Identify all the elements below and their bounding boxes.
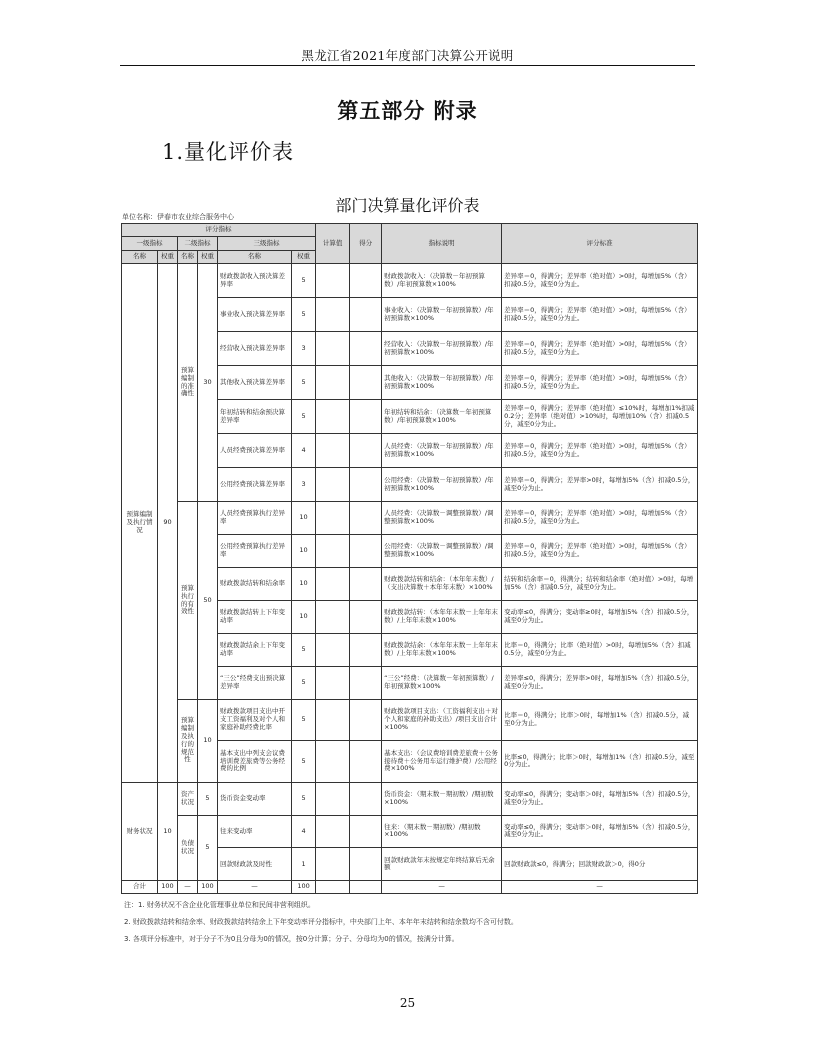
indicator-name: 公用经费预决算差异率 (218, 468, 292, 502)
indicator-weight: 5 (292, 667, 316, 700)
level2-weight: 5 (198, 782, 218, 815)
score-cell (350, 568, 382, 601)
calc-value-cell (316, 601, 350, 634)
table-row (122, 502, 698, 535)
indicator-weight: 5 (292, 741, 316, 782)
header-level2: 二级指标 (178, 237, 218, 250)
header-calc-value: 计算值 (316, 224, 350, 264)
header-score: 得分 (350, 224, 382, 264)
note-item: 注：1. 财务状况不含企业化管理事业单位和民间非营利组织。 (124, 901, 315, 909)
indicator-name: 事业收入预决算差异率 (218, 298, 292, 332)
indicator-name: 人员经费预算执行差异率 (218, 502, 292, 535)
header-level1: 一级指标 (122, 237, 178, 250)
indicator-desc: 财政拨款结转：（本年年末数－上年年末数）/上年年末数×100% (382, 601, 502, 634)
indicator-desc: 人员经费：（决算数－年初预算数）/年初预算数×100% (382, 434, 502, 468)
indicator-weight: 5 (292, 264, 316, 298)
header-l1-name: 名称 (122, 250, 158, 263)
calc-value-cell (316, 434, 350, 468)
level2-name: 资产状况 (178, 782, 198, 815)
indicator-desc: 财政拨款项目支出：（工资福利支出＋对个人和家庭的补助支出）/项目支出合计×100% (382, 700, 502, 741)
indicator-criteria: 比率≤0，得满分；比率＞0时，每增加1%（含）扣减0.5分，减至0分为止。 (502, 741, 698, 782)
running-header: 黑龙江省2021年度部门决算公开说明 (301, 48, 514, 63)
calc-value-cell (316, 815, 350, 848)
indicator-weight: 3 (292, 468, 316, 502)
indicator-desc: 回款财政款年末按规定年终结算后无余额 (382, 848, 502, 881)
indicator-weight: 5 (292, 366, 316, 400)
indicator-desc: 年初结转和结余：（决算数－年初预算数）/年初预算数×100% (382, 400, 502, 434)
indicator-criteria: 差异率＝0，得满分；差异率（绝对值）>0时，每增加5%（含）扣减0.5分，减至0分为止。 (502, 535, 698, 568)
indicator-name: 财政拨款结转和结余率 (218, 568, 292, 601)
table-notes (124, 900, 694, 951)
level1-weight: 90 (158, 264, 178, 782)
total-calc-empty (316, 881, 350, 894)
calc-value-cell (316, 700, 350, 741)
indicator-name: 公用经费预算执行差异率 (218, 535, 292, 568)
indicator-criteria: 变动率≤0，得满分；变动率≥0时，每增加5%（含）扣减0.5分，减至0分为止。 (502, 601, 698, 634)
indicator-criteria: 比率＝0，得满分；比率＞0时，每增加1%（含）扣减0.5分，减至0分为止。 (502, 700, 698, 741)
indicator-criteria: 差异率＝0，得满分；差异率（绝对值）>0时，每增加5%（含）扣减0.5分，减至0分为止。 (502, 434, 698, 468)
total-l2-weight: 100 (198, 881, 218, 894)
score-cell (350, 264, 382, 298)
calc-value-cell (316, 264, 350, 298)
indicator-criteria: 结转和结余率＝0，得满分；结转和结余率（绝对值）>0时，每增加5%（含）扣减0.5分，减至0分为止。 (502, 568, 698, 601)
header-rule (120, 65, 695, 66)
indicator-name: 基本支出中列支会议费培训费差旅费等公务经费的比例 (218, 741, 292, 782)
indicator-name: 货币资金变动率 (218, 782, 292, 815)
indicator-name: 财政拨款结余上下年变动率 (218, 634, 292, 667)
indicator-criteria: 差异率＝0，得满分；差异率（绝对值）>0时，每增加5%（含）扣减0.5分，减至0分为止。 (502, 502, 698, 535)
indicator-name: 财政拨款收入预决算差异率 (218, 264, 292, 298)
score-cell (350, 400, 382, 434)
score-cell (350, 782, 382, 815)
indicator-weight: 5 (292, 298, 316, 332)
note-item: 2. 财政拨款结转和结余率、财政拨款结转结余上下年变动率评分指标中，中央部门上年、本年年末结转和结余数均不含可付数。 (124, 918, 518, 926)
indicator-criteria: 变动率≤0，得满分；变动率＞0时，每增加5%（含）扣减0.5分，减至0分为止。 (502, 782, 698, 815)
total-dash: — (502, 881, 698, 894)
indicator-name: 回款财政款及时性 (218, 848, 292, 881)
level2-weight: 30 (198, 264, 218, 502)
indicator-weight: 5 (292, 700, 316, 741)
indicator-criteria: 差异率＝0，得满分；差异率（绝对值）≤10%时，每增加1%扣减0.2分；差异率（绝对值）>10%时，每增加10%（含）扣减0.5分，减至0分为止。 (502, 400, 698, 434)
header-desc: 指标说明 (382, 224, 502, 264)
total-row (122, 881, 698, 894)
evaluation-table (121, 223, 698, 894)
score-cell (350, 298, 382, 332)
calc-value-cell (316, 535, 350, 568)
header-l1-weight: 权重 (158, 250, 178, 263)
total-dash: — (382, 881, 502, 894)
table-title: 部门决算量化评价表 (335, 196, 480, 215)
calc-value-cell (316, 568, 350, 601)
total-dash: — (178, 881, 198, 894)
calc-value-cell (316, 634, 350, 667)
indicator-criteria: 差异率＝0，得满分；差异率（绝对值）>0时，每增加5%（含）扣减0.5分，减至0分为止。 (502, 298, 698, 332)
indicator-desc: 货币资金：（期末数－期初数）/期初数×100% (382, 782, 502, 815)
indicator-weight: 1 (292, 848, 316, 881)
indicator-criteria: 差异率＝0，得满分；差异率>0时，每增加5%（含）扣减0.5分，减至0分为止。 (502, 468, 698, 502)
indicator-desc: 公用经费：（决算数－年初预算数）/年初预算数×100% (382, 468, 502, 502)
indicator-desc: 其他收入：（决算数－年初预算数）/年初预算数×100% (382, 366, 502, 400)
score-cell (350, 468, 382, 502)
indicator-criteria: 比率＝0，得满分；比率（绝对值）>0时，每增加5%（含）扣减0.5分，减至0分为止。 (502, 634, 698, 667)
indicator-desc: 事业收入：（决算数－年初预算数）/年初预算数×100% (382, 298, 502, 332)
score-cell (350, 848, 382, 881)
score-cell (350, 535, 382, 568)
total-label: 合计 (122, 881, 158, 894)
score-cell (350, 366, 382, 400)
indicator-name: 其他收入预决算差异率 (218, 366, 292, 400)
indicator-desc: 财政拨款结余：（本年年末数－上年年末数）/上年年末数×100% (382, 634, 502, 667)
score-cell (350, 434, 382, 468)
header-scoring-indicators: 评分指标 (122, 224, 316, 237)
calc-value-cell (316, 502, 350, 535)
level2-weight: 10 (198, 700, 218, 782)
calc-value-cell (316, 667, 350, 700)
level1-name: 预算编制及执行情况 (122, 264, 158, 782)
header-l2-name: 名称 (178, 250, 198, 263)
part-title: 第五部分 附录 (337, 99, 478, 123)
indicator-desc: 基本支出：（会议费培训费差旅费＋公务接待费＋公务用车运行维护费）/公用经费×100% (382, 741, 502, 782)
calc-value-cell (316, 782, 350, 815)
table-row (122, 264, 698, 298)
score-cell (350, 332, 382, 366)
indicator-weight: 5 (292, 782, 316, 815)
total-dash: — (218, 881, 292, 894)
level2-weight: 50 (198, 502, 218, 700)
page-number: 25 (399, 996, 416, 1010)
total-l3-weight: 100 (292, 881, 316, 894)
level1-name: 财务状况 (122, 782, 158, 881)
level2-name: 预算编制的准确性 (178, 264, 198, 502)
header-criteria: 评分标准 (502, 224, 698, 264)
indicator-desc: 财政拨款收入：（决算数－年初预算数）/年初预算数×100% (382, 264, 502, 298)
calc-value-cell (316, 468, 350, 502)
header-row-1 (122, 224, 698, 237)
score-cell (350, 601, 382, 634)
indicator-criteria: 回款财政款≤0，得满分；回款财政款＞0，得0分 (502, 848, 698, 881)
header-level3: 三级指标 (218, 237, 316, 250)
indicator-weight: 3 (292, 332, 316, 366)
score-cell (350, 502, 382, 535)
table-row (122, 782, 698, 815)
indicator-criteria: 差异率＝0，得满分；差异率（绝对值）>0时，每增加5%（含）扣减0.5分，减至0分为止。 (502, 366, 698, 400)
score-cell (350, 634, 382, 667)
indicator-desc: “三公”经费：（决算数－年初预算数）/年初预算数×100% (382, 667, 502, 700)
calc-value-cell (316, 400, 350, 434)
score-cell (350, 741, 382, 782)
header-l3-name: 名称 (218, 250, 292, 263)
indicator-desc: 往来：（期末数－期初数）/期初数×100% (382, 815, 502, 848)
table-row (122, 815, 698, 848)
indicator-weight: 10 (292, 601, 316, 634)
indicator-weight: 5 (292, 400, 316, 434)
unit-name-line: 单位名称：伊春市农业综合服务中心 (122, 213, 234, 221)
indicator-weight: 5 (292, 634, 316, 667)
indicator-name: “三公”经费支出预决算差异率 (218, 667, 292, 700)
indicator-name: 财政拨款结转上下年变动率 (218, 601, 292, 634)
indicator-name: 人员经费预决算差异率 (218, 434, 292, 468)
calc-value-cell (316, 366, 350, 400)
indicator-criteria: 差异率≤0，得满分；差异率>0时，每增加5%（含）扣减0.5分，减至0分为止。 (502, 667, 698, 700)
calc-value-cell (316, 298, 350, 332)
score-cell (350, 815, 382, 848)
level2-weight: 5 (198, 815, 218, 881)
indicator-weight: 10 (292, 502, 316, 535)
indicator-desc: 经营收入：（决算数－年初预算数）/年初预算数×100% (382, 332, 502, 366)
indicator-desc: 人员经费：（决算数－调整预算数）/调整预算数×100% (382, 502, 502, 535)
table-row (122, 700, 698, 741)
level2-name: 预算编制及执行的规范性 (178, 700, 198, 782)
indicator-weight: 4 (292, 434, 316, 468)
level2-name: 预算执行的有效性 (178, 502, 198, 700)
indicator-desc: 财政拨款结转和结余：（本年年末数）/（支出决算数＋本年年末数）×100% (382, 568, 502, 601)
note-item: 3. 各项评分标准中，对于分子不为0且分母为0的情况，按0分计算；分子、分母均为0的情况，按满分计算。 (124, 935, 459, 943)
header-l2-weight: 权重 (198, 250, 218, 263)
header-l3-weight: 权重 (292, 250, 316, 263)
indicator-weight: 10 (292, 535, 316, 568)
level2-name: 负债状况 (178, 815, 198, 881)
total-l1-weight: 100 (158, 881, 178, 894)
indicator-criteria: 差异率＝0，得满分；差异率（绝对值）>0时，每增加5%（含）扣减0.5分，减至0分为止。 (502, 332, 698, 366)
indicator-name: 经营收入预决算差异率 (218, 332, 292, 366)
score-cell (350, 667, 382, 700)
indicator-name: 财政拨款项目支出中开支工资福利及对个人和家庭补助经费比率 (218, 700, 292, 741)
score-cell (350, 700, 382, 741)
calc-value-cell (316, 848, 350, 881)
indicator-name: 往来变动率 (218, 815, 292, 848)
level1-weight: 10 (158, 782, 178, 881)
indicator-desc: 公用经费：（决算数－调整预算数）/调整预算数×100% (382, 535, 502, 568)
calc-value-cell (316, 332, 350, 366)
indicator-weight: 4 (292, 815, 316, 848)
total-score-empty (350, 881, 382, 894)
section-title: 1.量化评价表 (162, 140, 295, 164)
calc-value-cell (316, 741, 350, 782)
indicator-criteria: 差异率＝0，得满分；差异率（绝对值）>0时，每增加5%（含）扣减0.5分，减至0分为止。 (502, 264, 698, 298)
indicator-name: 年初结转和结余预决算差异率 (218, 400, 292, 434)
indicator-weight: 10 (292, 568, 316, 601)
indicator-criteria: 变动率≤0，得满分；变动率＞0时，每增加5%（含）扣减0.5分，减至0分为止。 (502, 815, 698, 848)
